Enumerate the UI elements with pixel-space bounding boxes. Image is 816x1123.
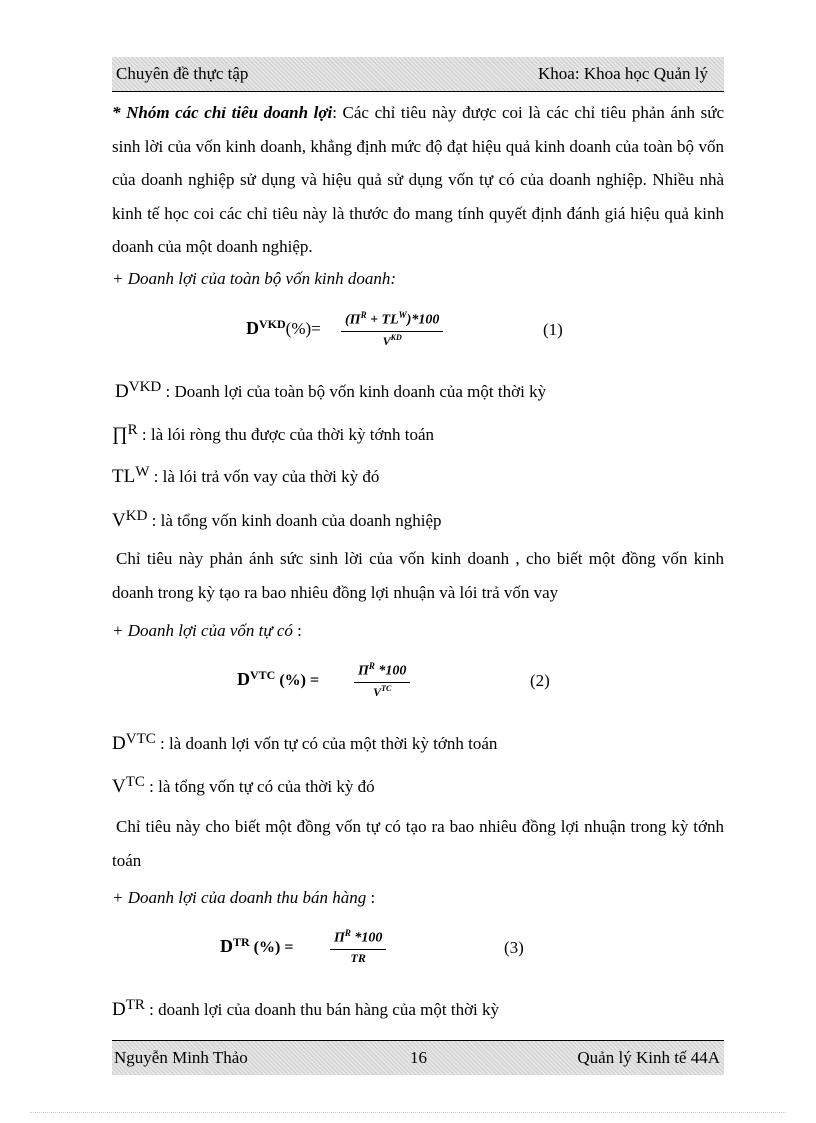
formula-3-fraction (330, 928, 386, 966)
intro-text: : Các chỉ tiêu này được coi là các chỉ tiêu phản ánh sức sinh lời của vốn kinh doanh, khẳng định mức độ đạt hiệu quả kinh doanh của toàn bộ vốn của doanh nghiệp sử dụng và hiệu quả sử dụng vốn tự có của doanh nghiệp. Nhiều nhà kinh tế học coi các chỉ tiêu này là thước đo mang tính quyết định đánh giá hiệu quả kinh doanh của một doanh nghiệp. (112, 103, 724, 257)
formula-2-number: (2) (530, 671, 550, 690)
formula-2-fraction (354, 661, 410, 700)
header-left-title: Chuyên đề thực tập (116, 64, 249, 83)
intro-lead: * Nhóm các chỉ tiêu doanh lợi (112, 103, 333, 122)
def-tlw: TLW : là lói trả vốn vay của thời kỳ đó (112, 464, 380, 487)
formula-1 (112, 310, 724, 354)
formula-1-number: (1) (543, 320, 563, 339)
formula-3-numerator: $\Pi^R$ *100 (330, 928, 386, 950)
formula-2 (112, 661, 724, 705)
formula-3-lhs: $D^{TR}$ (%) = (220, 935, 294, 956)
intro-paragraph (112, 96, 724, 264)
section1-heading: + Doanh lợi của toàn bộ vốn kinh doanh: (112, 269, 397, 288)
def-pi-r: ∏R : là lói ròng thu được của thời kỳ tớnh toán (112, 422, 435, 445)
def-dvtc: DVTC : là doanh lợi vốn tự có của một thời kỳ tớnh toán (112, 731, 498, 754)
header-right-title: Khoa: Khoa học Quản lý (538, 64, 708, 83)
formula-3 (112, 928, 724, 972)
formula-2-lhs: $D^{VTC}$ (%) = (237, 668, 320, 689)
def-dvkd: DVKD : Doanh lợi của toàn bộ vốn kinh doanh của một thời kỳ (115, 379, 547, 402)
page-edge-divider (30, 1112, 786, 1113)
footer-page-number: 16 (410, 1048, 427, 1067)
section1-note: Chỉ tiêu này phản ánh sức sinh lời của vốn kinh doanh , cho biết một đồng vốn kinh doanh trong kỳ tạo ra bao nhiêu đồng lợi nhuận và lói trả vốn vay (112, 549, 724, 602)
def-vtc: VTC : là tổng vốn tự có của thời kỳ đó (112, 774, 375, 797)
formula-1-numerator: $(\Pi^R + TL^W)*100$ (341, 310, 443, 332)
footer-class: Quản lý Kinh tế 44A (577, 1048, 720, 1067)
def-dtr: DTR : doanh lợi của doanh thu bán hàng của một thời kỳ (112, 997, 500, 1020)
page-footer (112, 1040, 724, 1075)
formula-1-fraction (341, 310, 443, 349)
formula-1-denominator: $V^{KD}$ (382, 332, 402, 348)
formula-2-numerator: $\Pi^R$ *100 (354, 661, 410, 683)
formula-3-denominator: TR (350, 950, 366, 965)
footer-author: Nguyễn Minh Thảo (114, 1048, 248, 1067)
formula-3-number: (3) (504, 938, 524, 957)
section2-heading: + Doanh lợi của vốn tự có : (112, 621, 302, 640)
formula-1-lhs: $D^{VKD}(\%)=$ (246, 317, 321, 338)
section3-heading: + Doanh lợi của doanh thu bán hàng : (112, 888, 376, 907)
page-header (112, 57, 724, 92)
section2-note: Chỉ tiêu này cho biết một đồng vốn tự có tạo ra bao nhiêu đồng lợi nhuận trong kỳ tớnh toán (112, 817, 724, 870)
formula-2-denominator: $V^{TC}$ (373, 683, 392, 699)
def-vkd: VKD : là tổng vốn kinh doanh của doanh nghiệp (112, 508, 442, 531)
